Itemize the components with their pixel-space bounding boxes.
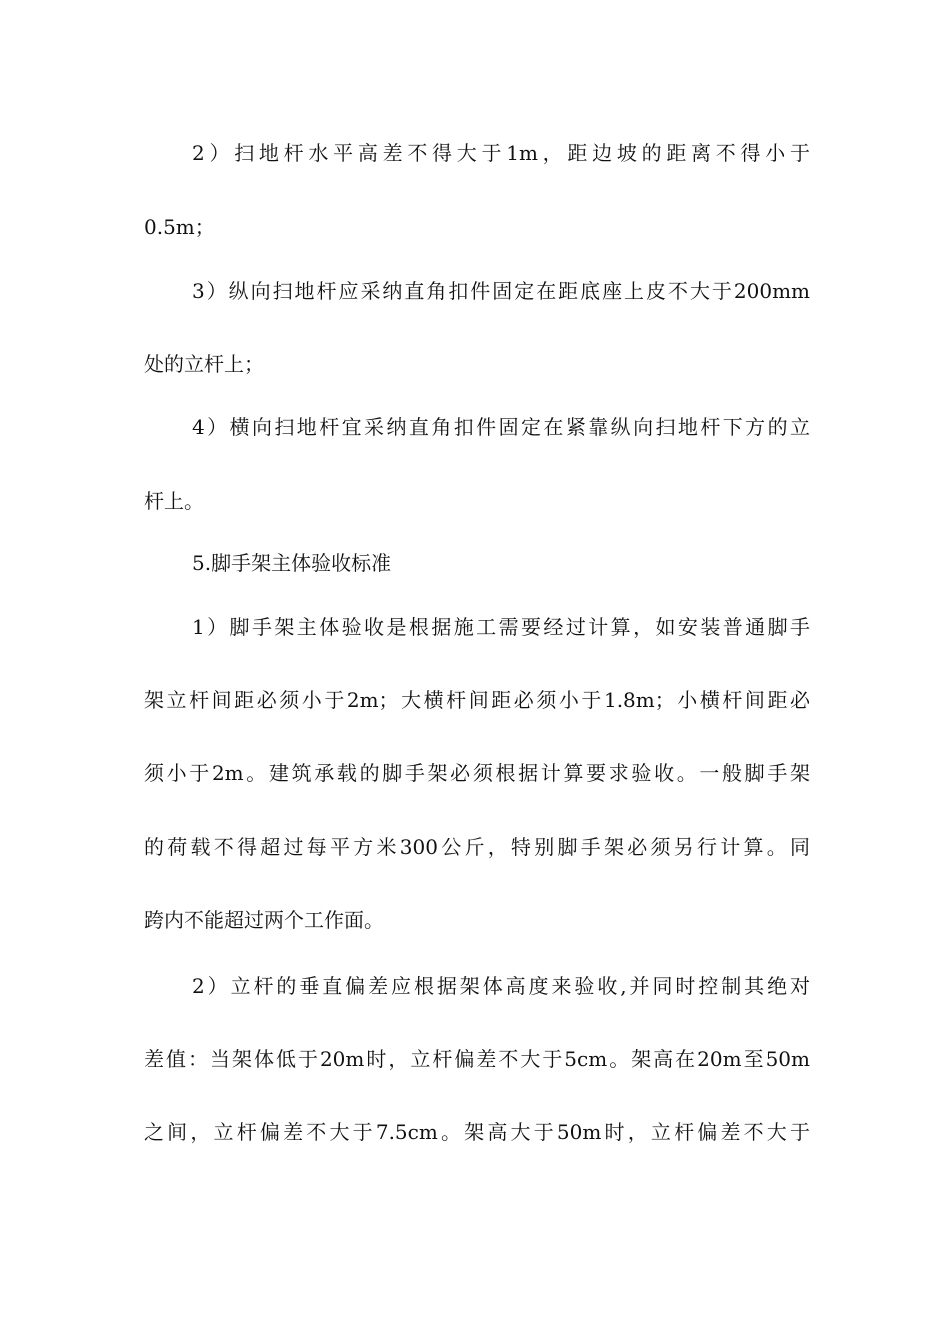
paragraph-line: 架立杆间距必须小于2m；大横杆间距必须小于1.8m；小横杆间距必 — [144, 688, 810, 712]
paragraph-line: 差值：当架体低于20m时，立杆偏差不大于5cm。架高在20m至50m — [144, 1047, 810, 1071]
paragraph-line: 杆上。 — [144, 489, 204, 513]
paragraph-line: 1）脚手架主体验收是根据施工需要经过计算，如安装普通脚手 — [192, 615, 810, 639]
paragraph-line: 须小于2m。建筑承载的脚手架必须根据计算要求验收。一般脚手架 — [144, 761, 810, 785]
paragraph-line: 的荷载不得超过每平方米300公斤，特别脚手架必须另行计算。同 — [144, 835, 810, 859]
paragraph-line: 4）横向扫地杆宜采纳直角扣件固定在紧靠纵向扫地杆下方的立 — [192, 415, 810, 439]
paragraph-line: 2）扫地杆水平高差不得大于1m，距边坡的距离不得小于 — [192, 141, 810, 165]
paragraph-line: 0.5m； — [144, 215, 215, 239]
paragraph-line: 跨内不能超过两个工作面。 — [144, 908, 384, 932]
paragraph-line: 2）立杆的垂直偏差应根据架体高度来验收,并同时控制其绝对 — [192, 974, 810, 998]
paragraph-line: 处的立杆上； — [144, 352, 264, 376]
paragraph-line: 3）纵向扫地杆应采纳直角扣件固定在距底座上皮不大于200mm — [192, 279, 810, 303]
paragraph-line: 之间，立杆偏差不大于7.5cm。架高大于50m时，立杆偏差不大于 — [144, 1120, 810, 1144]
section-heading: 5.脚手架主体验收标准 — [192, 551, 392, 575]
